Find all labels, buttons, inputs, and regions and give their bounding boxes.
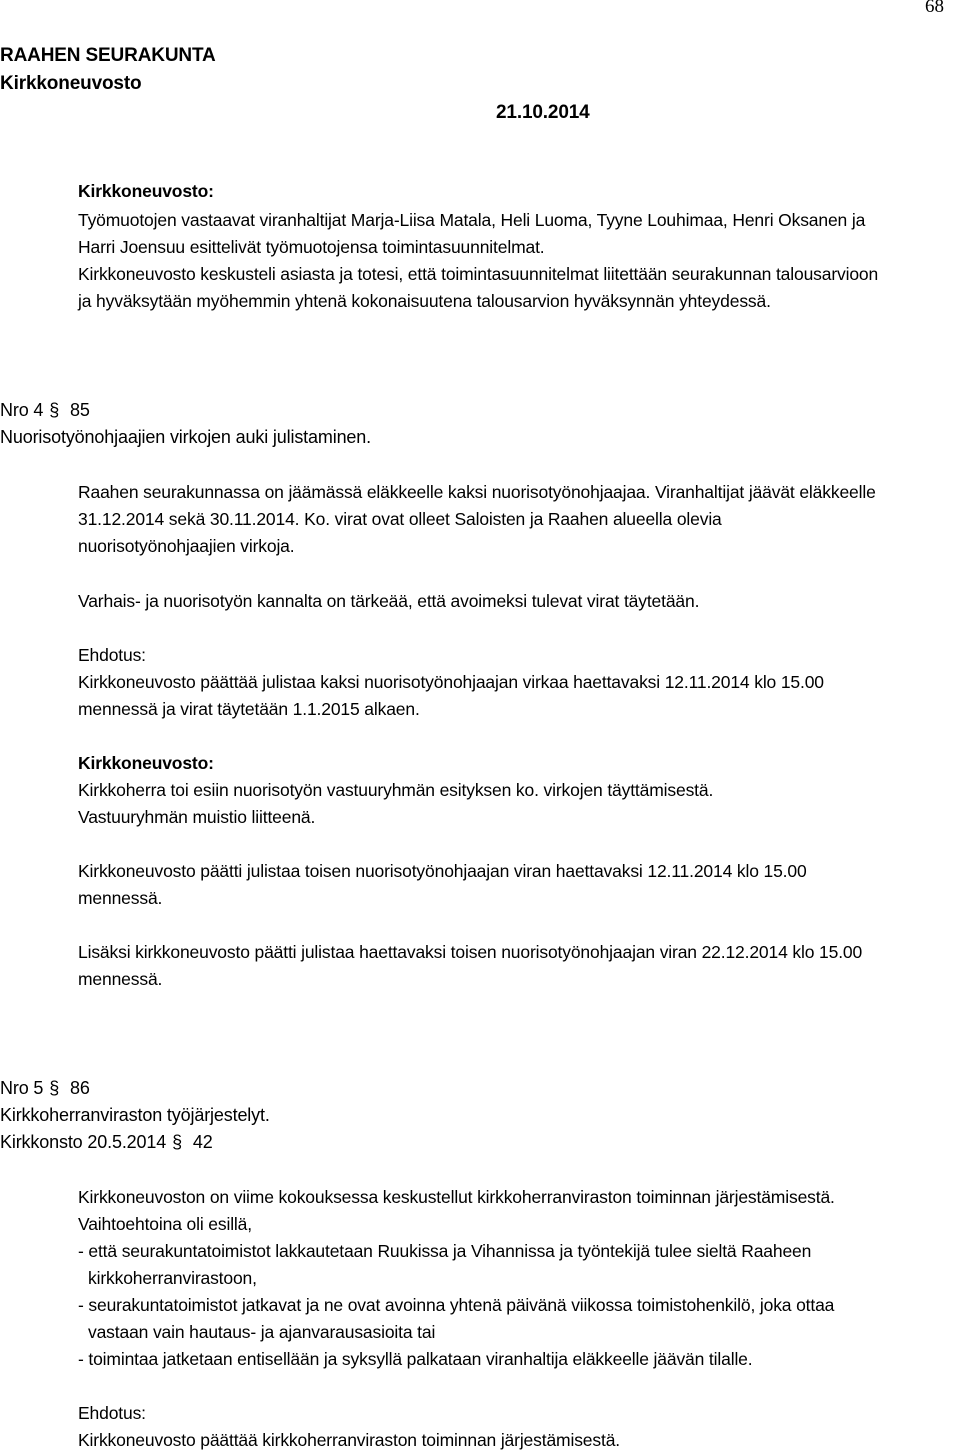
page-number: 68 bbox=[925, 0, 944, 17]
section4-header bbox=[0, 399, 90, 421]
section4-decision-line: mennessä. bbox=[78, 969, 163, 989]
section4-para2: Varhais- ja nuorisotyön kannalta on tärkeää, että avoimeksi tulevat virat täytetään. bbox=[78, 591, 700, 611]
section4-decision-heading: Kirkkoneuvosto: bbox=[78, 753, 214, 773]
intro-line: Työmuotojen vastaavat viranhaltijat Marja-Liisa Matala, Heli Luoma, Tyyne Louhimaa, Henri Oksanen ja bbox=[78, 210, 866, 230]
intro-line: Harri Joensuu esittelivät työmuotojensa toimintasuunnitelmat. bbox=[78, 237, 545, 257]
section4-para1-line: Raahen seurakunnassa on jäämässä eläkkeelle kaksi nuorisotyönohjaajaa. Viranhaltijat jäävät eläkkeelle bbox=[78, 482, 876, 502]
section5-reference bbox=[0, 1131, 213, 1153]
section5-option-line: kirkkoherranvirastoon, bbox=[88, 1268, 257, 1288]
organization-name: RAAHEN SEURAKUNTA bbox=[0, 45, 216, 66]
section5-header bbox=[0, 1077, 90, 1099]
intro-line: ja hyväksytään myöhemmin yhtenä kokonaisuutena talousarvion hyväksynnän yhteydessä. bbox=[78, 291, 771, 311]
section5-number: 86 bbox=[70, 1078, 90, 1098]
council-name: Kirkkoneuvosto bbox=[0, 73, 142, 94]
section4-decision-line: Lisäksi kirkkoneuvosto päätti julistaa haettavaksi toisen nuorisotyönohjaajan viran 22.12.2014 klo 15.00 bbox=[78, 942, 863, 962]
section4-decision-line: mennessä. bbox=[78, 888, 163, 908]
section5-option-line: - seurakuntatoimistot jatkavat ja ne ovat avoinna yhtenä päivänä viikossa toimistohenkilö, joka ottaa bbox=[78, 1295, 835, 1315]
section4-decision-line: Vastuuryhmän muistio liitteenä. bbox=[78, 807, 316, 827]
section5-ref-number: 42 bbox=[192, 1132, 213, 1152]
section-symbol: § bbox=[49, 1078, 60, 1098]
section4-proposal-line: Kirkkoneuvosto päättää julistaa kaksi nuorisotyönohjaajan virkaa haettavaksi 12.11.2014 klo 15.00 bbox=[78, 672, 824, 692]
section4-title: Nuorisotyönohjaajien virkojen auki julistaminen. bbox=[0, 427, 372, 447]
section5-proposal-heading: Ehdotus: bbox=[78, 1403, 146, 1423]
section5-para1-line: Vaihtoehtoina oli esillä, bbox=[78, 1214, 252, 1234]
section5-title: Kirkkoherranviraston työjärjestelyt. bbox=[0, 1105, 270, 1125]
intro-heading: Kirkkoneuvosto: bbox=[78, 181, 214, 201]
section5-proposal: Kirkkoneuvosto päättää kirkkoherranviraston toiminnan järjestämisestä. bbox=[78, 1430, 620, 1450]
section4-proposal-heading: Ehdotus: bbox=[78, 645, 146, 665]
intro-line: Kirkkoneuvosto keskusteli asiasta ja totesi, että toimintasuunnitelmat liitettään seurakunnan talousarvioon bbox=[78, 264, 879, 284]
section5-option-line: - että seurakuntatoimistot lakkautetaan Ruukissa ja Vihannissa ja työntekijä tulee sieltä Raaheen bbox=[78, 1241, 812, 1261]
section5-ref-label: Kirkkonsto 20.5.2014 bbox=[0, 1132, 167, 1152]
section5-para1-line: Kirkkoneuvoston on viime kokouksessa keskustellut kirkkoherranviraston toiminnan järjestämisestä. bbox=[78, 1187, 835, 1207]
meeting-date: 21.10.2014 bbox=[496, 102, 590, 123]
section5-option-line: vastaan vain hautaus- ja ajanvarausasioita tai bbox=[88, 1322, 436, 1342]
section4-para1-line: 31.12.2014 sekä 30.11.2014. Ko. virat ovat olleet Saloisten ja Raahen alueella olevia bbox=[78, 509, 722, 529]
section4-nro: Nro 4 bbox=[0, 400, 44, 420]
section4-decision-line: Kirkkoneuvosto päätti julistaa toisen nuorisotyönohjaajan viran haettavaksi 12.11.2014 klo 15.00 bbox=[78, 861, 807, 881]
section4-para1-line: nuorisotyönohjaajien virkoja. bbox=[78, 536, 295, 556]
section-symbol: § bbox=[172, 1132, 182, 1152]
section4-number: 85 bbox=[70, 400, 90, 420]
section4-decision-line: Kirkkoherra toi esiin nuorisotyön vastuuryhmän esityksen ko. virkojen täyttämisestä. bbox=[78, 780, 714, 800]
section-symbol: § bbox=[49, 400, 60, 420]
section5-nro: Nro 5 bbox=[0, 1078, 44, 1098]
section4-proposal-line: mennessä ja virat täytetään 1.1.2015 alkaen. bbox=[78, 699, 420, 719]
section5-option-line: - toimintaa jatketaan entisellään ja syksyllä palkataan viranhaltija eläkkeelle jäävän tilalle. bbox=[78, 1349, 753, 1369]
